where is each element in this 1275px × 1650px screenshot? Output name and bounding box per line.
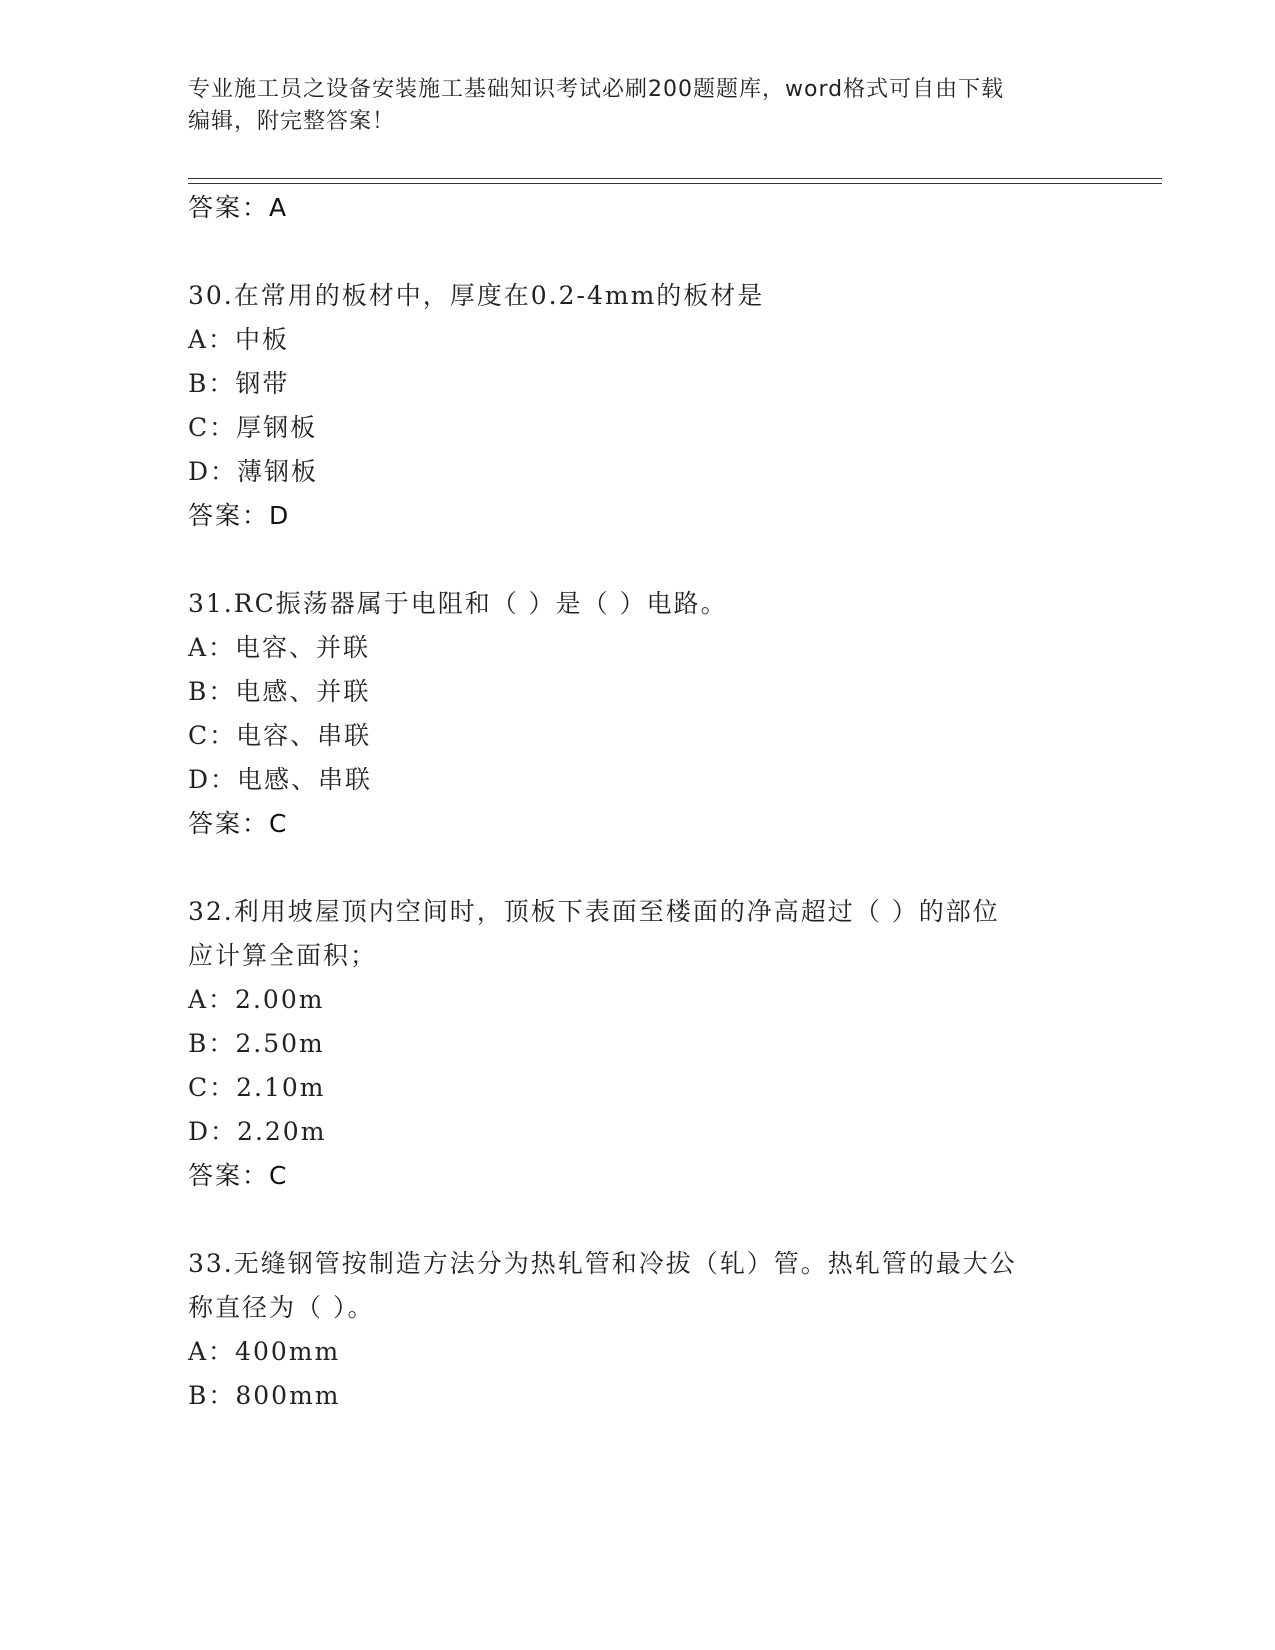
question-32-option-d: D：2.20m: [188, 1117, 327, 1146]
question-31-answer: 答案：C: [188, 809, 289, 838]
question-32-option-a: A：2.00m: [188, 985, 325, 1014]
question-33-option-b: B：800mm: [188, 1381, 341, 1410]
question-31-option-c: C：电容、串联: [188, 721, 372, 750]
question-30-option-d: D：薄钢板: [188, 457, 319, 486]
header-title-line-1: 专业施工员之设备安装施工基础知识考试必刷200题题库，word格式可自由下载: [188, 77, 1005, 102]
question-32-option-c: C：2.10m: [188, 1073, 326, 1102]
question-32-stem-line-1: 32.利用坡屋顶内空间时，顶板下表面至楼面的净高超过（ ）的部位: [188, 897, 1000, 926]
header-rule-top: [188, 178, 1162, 179]
question-30-option-b: B：钢带: [188, 369, 290, 398]
question-30-answer: 答案：D: [188, 501, 291, 530]
question-32-option-b: B：2.50m: [188, 1029, 325, 1058]
question-33-stem-line-1: 33.无缝钢管按制造方法分为热轧管和冷拔（轧）管。热轧管的最大公: [188, 1249, 1017, 1278]
question-30-option-a: A：中板: [188, 325, 290, 354]
question-32-answer: 答案：C: [188, 1161, 289, 1190]
question-30-option-c: C：厚钢板: [188, 413, 318, 442]
header-rule-bottom: [188, 183, 1162, 184]
header-title-line-2: 编辑，附完整答案！: [188, 109, 396, 134]
question-33-option-a: A：400mm: [188, 1337, 341, 1366]
question-31-option-a: A：电容、并联: [188, 633, 371, 662]
document-header: [188, 74, 1088, 138]
question-30-stem: 30.在常用的板材中，厚度在0.2-4mm的板材是: [188, 281, 765, 310]
question-31-option-b: B：电感、并联: [188, 677, 371, 706]
question-33-stem-line-2: 称直径为（ ）。: [188, 1293, 375, 1322]
question-32-stem-line-2: 应计算全面积；: [188, 941, 378, 970]
answer-29: 答案：A: [188, 193, 289, 222]
question-31-stem: 31.RC振荡器属于电阻和（ ）是（ ）电路。: [188, 589, 728, 618]
question-31-option-d: D：电感、串联: [188, 765, 373, 794]
